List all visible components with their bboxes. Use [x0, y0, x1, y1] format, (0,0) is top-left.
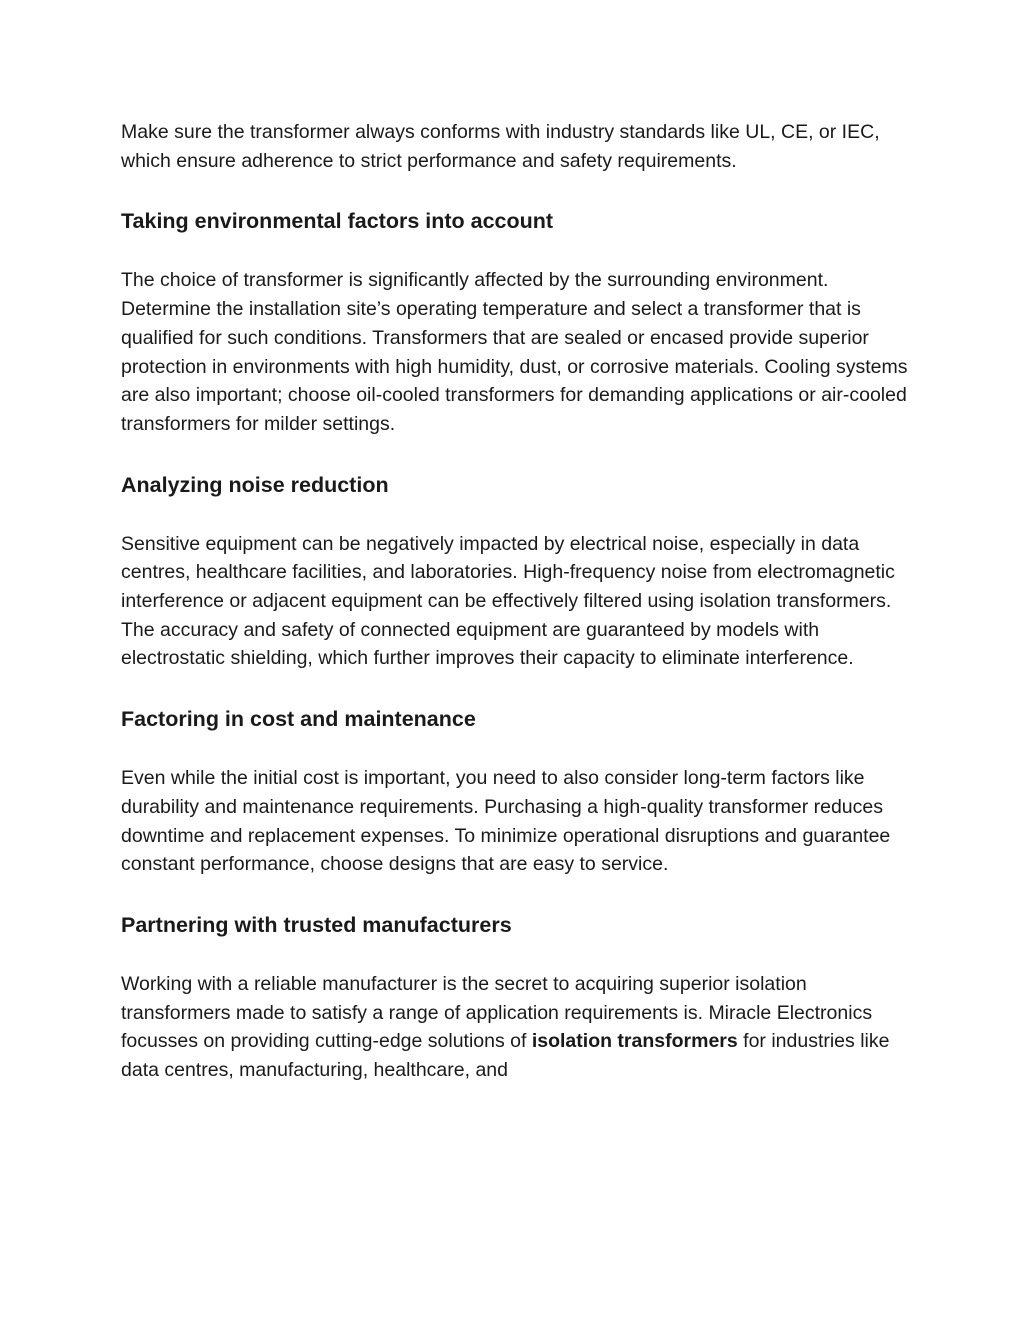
section-heading-manufacturers: Partnering with trusted manufacturers — [121, 912, 512, 937]
section-heading-noise: Analyzing noise reduction — [121, 472, 389, 497]
section-heading-cost: Factoring in cost and maintenance — [121, 707, 476, 732]
paragraph-text-after: for industries like data centres, manufacturing, healthcare, and — [121, 1030, 890, 1082]
intro-paragraph: Make sure the transformer always conforms with industry standards like UL, CE, or IEC, which ensure adherence to strict performance and safety requirements. — [121, 121, 880, 172]
document-page — [121, 118, 911, 1085]
section-paragraph-noise: Sensitive equipment can be negatively impacted by electrical noise, especially in data centres, healthcare facilities, and laboratories. High-frequency noise from electromagnetic interference or adjacent equipment can be effectively filtered using isolation transformers. The accuracy and safety of connected equipment are guaranteed by models with electrostatic shielding, which further improves their capacity to eliminate interference. — [121, 532, 895, 670]
section-paragraph-cost: Even while the initial cost is important, you need to also consider long-term factors like durability and maintenance requirements. Purchasing a high-quality transformer reduces downtime and replacement expenses. To minimize operational disruptions and guarantee constant performance, choose designs that are easy to service. — [121, 767, 891, 876]
section-heading-environmental: Taking environmental factors into account — [121, 209, 554, 234]
paragraph-text-before: Working with a reliable manufacturer is the secret to acquiring superior isolation transformers made to satisfy a range of application requirements is. Miracle Electronics focusses on providing cutting-edge solutions of — [121, 972, 873, 1053]
bold-keyword-isolation-transformers: isolation transformers — [531, 1030, 738, 1053]
section-paragraph-manufacturers — [121, 970, 911, 1085]
section-paragraph-environmental: The choice of transformer is significantly affected by the surrounding environment. Determine the installation site’s operating temperature and select a transformer that is qualified for such conditions. Transformers that are sealed or encased provide superior protection in environments with high humidity, dust, or corrosive materials. Cooling systems are also important; choose oil-cooled transformers for demanding applications or air-cooled transformers for milder settings. — [121, 269, 908, 435]
